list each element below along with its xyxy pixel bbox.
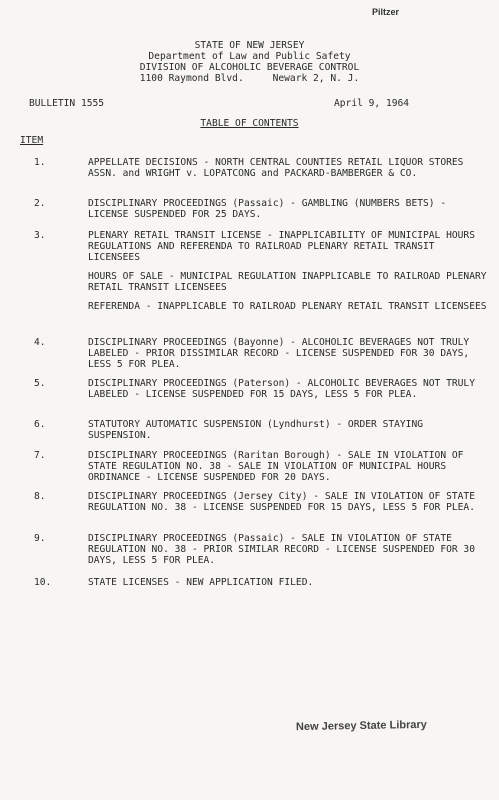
item-text: DISCIPLINARY PROCEEDINGS (Bayonne) - ALCOHOLIC BEVERAGES NOT TRULY LABELED - PRIOR DISSIMILAR RECORD - LICENSE SUSPENDED FOR 30 DAYS, LESS 5 FOR PLEA. bbox=[88, 337, 470, 370]
item-number: 3. bbox=[34, 230, 46, 241]
item-number: 9. bbox=[34, 533, 46, 544]
item-number: 1. bbox=[34, 157, 46, 168]
bulletin-date: April 9, 1964 bbox=[334, 98, 410, 109]
item-text: PLENARY RETAIL TRANSIT LICENSE - INAPPLICABILITY OF MUNICIPAL HOURS REGULATIONS AND REFERENDA TO RAILROAD PLENARY RETAIL TRANSIT LICENSEES bbox=[88, 230, 475, 263]
item-heading: ITEM bbox=[20, 135, 44, 146]
letterhead-line-1: STATE OF NEW JERSEY bbox=[194, 40, 305, 51]
item-text: DISCIPLINARY PROCEEDINGS (Paterson) - ALCOHOLIC BEVERAGES NOT TRULY LABELED - LICENSE SUSPENDED FOR 15 DAYS, LESS 5 FOR PLEA. bbox=[88, 378, 475, 400]
item-number: 5. bbox=[34, 378, 46, 389]
item-number: 8. bbox=[34, 491, 46, 502]
letterhead-line-3: DIVISION OF ALCOHOLIC BEVERAGE CONTROL bbox=[139, 62, 360, 73]
item-text: DISCIPLINARY PROCEEDINGS (Passaic) - GAMBLING (NUMBERS BETS) - LICENSE SUSPENDED FOR 25 DAYS. bbox=[88, 198, 447, 220]
item-number: 4. bbox=[34, 337, 46, 348]
letterhead-line-2: Department of Law and Public Safety bbox=[148, 51, 351, 62]
bulletin-number: BULLETIN 1555 bbox=[29, 98, 105, 109]
letterhead-line-4: 1100 Raymond Blvd. Newark 2, N. J. bbox=[139, 73, 360, 84]
toc-title: TABLE OF CONTENTS bbox=[200, 118, 299, 129]
item-text: DISCIPLINARY PROCEEDINGS (Jersey City) - SALE IN VIOLATION OF STATE REGULATION NO. 38 - LICENSE SUSPENDED FOR 15 DAYS, LESS 5 FOR PLEA. bbox=[88, 491, 475, 513]
library-stamp: New Jersey State Library bbox=[295, 718, 427, 734]
item-text: APPELLATE DECISIONS - NORTH CENTRAL COUNTIES RETAIL LIQUOR STORES ASSN. and WRIGHT v. LOPATCONG and PACKARD-BAMBERGER & CO. bbox=[88, 157, 464, 179]
corner-note: Piltzer bbox=[372, 7, 400, 17]
item-text: DISCIPLINARY PROCEEDINGS (Raritan Borough) - SALE IN VIOLATION OF STATE REGULATION NO. 38 - SALE IN VIOLATION OF MUNICIPAL HOURS ORDINANCE - LICENSE SUSPENDED FOR 20 DAYS. bbox=[88, 450, 464, 483]
item-text: DISCIPLINARY PROCEEDINGS (Passaic) - SALE IN VIOLATION OF STATE REGULATION NO. 38 - PRIOR SIMILAR RECORD - LICENSE SUSPENDED FOR 30 DAYS, LESS 5 FOR PLEA. bbox=[88, 533, 475, 566]
item-number: 10. bbox=[34, 577, 52, 588]
item-subtext: HOURS OF SALE - MUNICIPAL REGULATION INAPPLICABLE TO RAILROAD PLENARY RETAIL TRANSIT LICENSEES bbox=[88, 271, 487, 293]
item-number: 7. bbox=[34, 450, 46, 461]
item-text: STATUTORY AUTOMATIC SUSPENSION (Lyndhurst) - ORDER STAYING SUSPENSION. bbox=[88, 419, 424, 441]
item-text: STATE LICENSES - NEW APPLICATION FILED. bbox=[88, 577, 314, 588]
item-number: 2. bbox=[34, 198, 46, 209]
item-subtext: REFERENDA - INAPPLICABLE TO RAILROAD PLENARY RETAIL TRANSIT LICENSEES bbox=[88, 301, 487, 312]
item-number: 6. bbox=[34, 419, 46, 430]
